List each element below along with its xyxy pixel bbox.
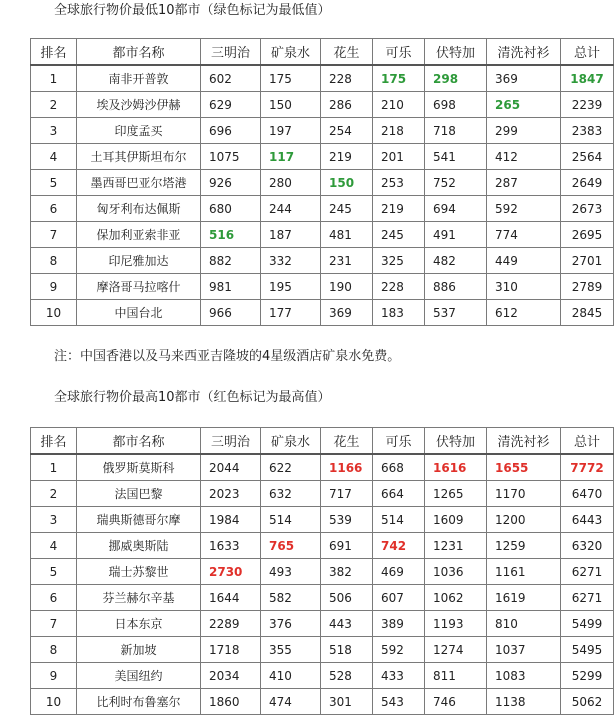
table-cell: 746 — [425, 689, 487, 715]
column-header: 伏特加 — [425, 39, 487, 66]
city-name-cell: 印度孟买 — [77, 118, 201, 144]
table-cell: 1036 — [425, 559, 487, 585]
rank-cell: 2 — [31, 92, 77, 118]
city-name-cell: 新加坡 — [77, 637, 201, 663]
city-name-cell: 法国巴黎 — [77, 481, 201, 507]
rank-cell: 7 — [31, 611, 77, 637]
rank-cell: 3 — [31, 118, 77, 144]
table-cell: 1609 — [425, 507, 487, 533]
table-cell: 175 — [261, 65, 321, 92]
table-row — [31, 637, 614, 663]
table-cell: 1847 — [561, 65, 614, 92]
city-name-cell: 芬兰赫尔辛基 — [77, 585, 201, 611]
table-cell: 2730 — [201, 559, 261, 585]
table-cell: 1200 — [487, 507, 561, 533]
column-header: 总计 — [561, 39, 614, 66]
table-cell: 691 — [321, 533, 373, 559]
city-name-cell: 埃及沙姆沙伊赫 — [77, 92, 201, 118]
table-row — [31, 144, 614, 170]
table-cell: 765 — [261, 533, 321, 559]
table-cell: 1170 — [487, 481, 561, 507]
table-cell: 981 — [201, 274, 261, 300]
table-cell: 514 — [261, 507, 321, 533]
table-cell: 117 — [261, 144, 321, 170]
table-cell: 187 — [261, 222, 321, 248]
rank-cell: 9 — [31, 274, 77, 300]
table-cell: 299 — [487, 118, 561, 144]
table-cell: 325 — [373, 248, 425, 274]
table-cell: 1161 — [487, 559, 561, 585]
table-cell: 1616 — [425, 454, 487, 481]
table-row — [31, 507, 614, 533]
table-row — [31, 454, 614, 481]
table-row — [31, 559, 614, 585]
table-cell: 2383 — [561, 118, 614, 144]
table-cell: 231 — [321, 248, 373, 274]
city-name-cell: 土耳其伊斯坦布尔 — [77, 144, 201, 170]
table-cell: 1231 — [425, 533, 487, 559]
table-cell: 811 — [425, 663, 487, 689]
city-name-cell: 美国纽约 — [77, 663, 201, 689]
city-name-cell: 南非开普敦 — [77, 65, 201, 92]
table-cell: 1644 — [201, 585, 261, 611]
table-cell: 1083 — [487, 663, 561, 689]
rank-cell: 1 — [31, 65, 77, 92]
table-cell: 886 — [425, 274, 487, 300]
table-cell: 219 — [321, 144, 373, 170]
rank-cell: 9 — [31, 663, 77, 689]
table-cell: 1860 — [201, 689, 261, 715]
table-cell: 1138 — [487, 689, 561, 715]
table-row — [31, 300, 614, 326]
table-cell: 1718 — [201, 637, 261, 663]
table-cell: 506 — [321, 585, 373, 611]
city-name-cell: 印尼雅加达 — [77, 248, 201, 274]
rank-cell: 4 — [31, 144, 77, 170]
rank-cell: 1 — [31, 454, 77, 481]
table-cell: 301 — [321, 689, 373, 715]
table-cell: 491 — [425, 222, 487, 248]
table-cell: 201 — [373, 144, 425, 170]
table-row — [31, 248, 614, 274]
table-cell: 197 — [261, 118, 321, 144]
column-header: 排名 — [31, 428, 77, 455]
rank-cell: 10 — [31, 689, 77, 715]
table-cell: 2845 — [561, 300, 614, 326]
table-cell: 245 — [373, 222, 425, 248]
table-cell: 5299 — [561, 663, 614, 689]
lowest-cost-cities-table — [30, 38, 614, 326]
table-cell: 210 — [373, 92, 425, 118]
table-cell: 528 — [321, 663, 373, 689]
table-row — [31, 92, 614, 118]
column-header: 花生 — [321, 39, 373, 66]
city-name-cell: 中国台北 — [77, 300, 201, 326]
table-cell: 449 — [487, 248, 561, 274]
table-cell: 183 — [373, 300, 425, 326]
table-cell: 5499 — [561, 611, 614, 637]
city-name-cell: 保加利亚索非亚 — [77, 222, 201, 248]
table-cell: 433 — [373, 663, 425, 689]
column-header: 可乐 — [373, 428, 425, 455]
column-header: 花生 — [321, 428, 373, 455]
city-name-cell: 俄罗斯莫斯科 — [77, 454, 201, 481]
table-cell: 541 — [425, 144, 487, 170]
table-cell: 218 — [373, 118, 425, 144]
table-cell: 228 — [321, 65, 373, 92]
table-cell: 481 — [321, 222, 373, 248]
table-cell: 1259 — [487, 533, 561, 559]
table-cell: 7772 — [561, 454, 614, 481]
rank-cell: 2 — [31, 481, 77, 507]
table-cell: 287 — [487, 170, 561, 196]
rank-cell: 3 — [31, 507, 77, 533]
table-cell: 355 — [261, 637, 321, 663]
table-cell: 195 — [261, 274, 321, 300]
table-cell: 6443 — [561, 507, 614, 533]
table-cell: 694 — [425, 196, 487, 222]
table-row — [31, 222, 614, 248]
table-cell: 2239 — [561, 92, 614, 118]
city-name-cell: 摩洛哥马拉喀什 — [77, 274, 201, 300]
table-cell: 742 — [373, 533, 425, 559]
table-cell: 369 — [487, 65, 561, 92]
rank-cell: 6 — [31, 196, 77, 222]
table1-caption: 全球旅行物价最低10都市（绿色标记为最低值） — [54, 3, 331, 18]
table-cell: 810 — [487, 611, 561, 637]
table-cell: 582 — [261, 585, 321, 611]
highest-cost-cities-table — [30, 427, 614, 715]
column-header: 可乐 — [373, 39, 425, 66]
city-name-cell: 比利时布鲁塞尔 — [77, 689, 201, 715]
table-row — [31, 689, 614, 715]
table-cell: 265 — [487, 92, 561, 118]
city-name-cell: 瑞士苏黎世 — [77, 559, 201, 585]
column-header: 三明治 — [201, 39, 261, 66]
table-cell: 2564 — [561, 144, 614, 170]
table-cell: 369 — [321, 300, 373, 326]
table-cell: 1075 — [201, 144, 261, 170]
table-cell: 382 — [321, 559, 373, 585]
table-cell: 1619 — [487, 585, 561, 611]
city-name-cell: 匈牙利布达佩斯 — [77, 196, 201, 222]
footnote: 注：中国香港以及马来西亚吉隆坡的4星级酒店矿泉水免费。 — [54, 349, 401, 364]
city-name-cell: 瑞典斯德哥尔摩 — [77, 507, 201, 533]
column-header: 清洗衬衫 — [487, 428, 561, 455]
table-cell: 469 — [373, 559, 425, 585]
table-cell: 882 — [201, 248, 261, 274]
rank-cell: 5 — [31, 170, 77, 196]
rank-cell: 4 — [31, 533, 77, 559]
table-cell: 1062 — [425, 585, 487, 611]
column-header: 总计 — [561, 428, 614, 455]
table-header-row — [31, 428, 614, 455]
table-cell: 150 — [321, 170, 373, 196]
table-cell: 332 — [261, 248, 321, 274]
table-cell: 2673 — [561, 196, 614, 222]
table-row — [31, 274, 614, 300]
table-row — [31, 170, 614, 196]
table-header-row — [31, 39, 614, 66]
table-cell: 254 — [321, 118, 373, 144]
column-header: 都市名称 — [77, 428, 201, 455]
table-cell: 245 — [321, 196, 373, 222]
table-cell: 389 — [373, 611, 425, 637]
table-cell: 629 — [201, 92, 261, 118]
table-row — [31, 611, 614, 637]
column-header: 伏特加 — [425, 428, 487, 455]
table-row — [31, 118, 614, 144]
table-cell: 696 — [201, 118, 261, 144]
table-cell: 926 — [201, 170, 261, 196]
table-cell: 310 — [487, 274, 561, 300]
table-cell: 5062 — [561, 689, 614, 715]
table-cell: 286 — [321, 92, 373, 118]
city-name-cell: 挪威奥斯陆 — [77, 533, 201, 559]
table-cell: 718 — [425, 118, 487, 144]
table-cell: 150 — [261, 92, 321, 118]
table2-caption: 全球旅行物价最高10都市（红色标记为最高值） — [54, 390, 331, 405]
table-cell: 514 — [373, 507, 425, 533]
table-cell: 680 — [201, 196, 261, 222]
table-cell: 592 — [373, 637, 425, 663]
table-cell: 280 — [261, 170, 321, 196]
table-cell: 607 — [373, 585, 425, 611]
table-cell: 1037 — [487, 637, 561, 663]
table-cell: 592 — [487, 196, 561, 222]
table-cell: 516 — [201, 222, 261, 248]
table-cell: 698 — [425, 92, 487, 118]
rank-cell: 6 — [31, 585, 77, 611]
table-cell: 177 — [261, 300, 321, 326]
column-header: 三明治 — [201, 428, 261, 455]
table-cell: 376 — [261, 611, 321, 637]
table-cell: 752 — [425, 170, 487, 196]
table-cell: 518 — [321, 637, 373, 663]
rank-cell: 10 — [31, 300, 77, 326]
city-name-cell: 墨西哥巴亚尔塔港 — [77, 170, 201, 196]
table-cell: 1193 — [425, 611, 487, 637]
table-cell: 443 — [321, 611, 373, 637]
table-cell: 717 — [321, 481, 373, 507]
table-cell: 539 — [321, 507, 373, 533]
rank-cell: 7 — [31, 222, 77, 248]
table-cell: 219 — [373, 196, 425, 222]
table-cell: 2649 — [561, 170, 614, 196]
rank-cell: 5 — [31, 559, 77, 585]
table-cell: 175 — [373, 65, 425, 92]
table-cell: 1655 — [487, 454, 561, 481]
table-cell: 6470 — [561, 481, 614, 507]
table-cell: 1265 — [425, 481, 487, 507]
city-name-cell: 日本东京 — [77, 611, 201, 637]
table-cell: 2701 — [561, 248, 614, 274]
table-cell: 474 — [261, 689, 321, 715]
table-cell: 966 — [201, 300, 261, 326]
table-cell: 6271 — [561, 559, 614, 585]
table-cell: 2695 — [561, 222, 614, 248]
table-cell: 244 — [261, 196, 321, 222]
table-cell: 190 — [321, 274, 373, 300]
column-header: 清洗衬衫 — [487, 39, 561, 66]
table-cell: 410 — [261, 663, 321, 689]
table-cell: 612 — [487, 300, 561, 326]
table-cell: 622 — [261, 454, 321, 481]
table-row — [31, 533, 614, 559]
column-header: 排名 — [31, 39, 77, 66]
table-row — [31, 65, 614, 92]
column-header: 矿泉水 — [261, 39, 321, 66]
table-cell: 2044 — [201, 454, 261, 481]
table-cell: 298 — [425, 65, 487, 92]
table-cell: 664 — [373, 481, 425, 507]
table-row — [31, 663, 614, 689]
table-cell: 632 — [261, 481, 321, 507]
table-cell: 482 — [425, 248, 487, 274]
table-cell: 2023 — [201, 481, 261, 507]
table-cell: 602 — [201, 65, 261, 92]
table-row — [31, 481, 614, 507]
table-cell: 668 — [373, 454, 425, 481]
table-cell: 2034 — [201, 663, 261, 689]
column-header: 矿泉水 — [261, 428, 321, 455]
table-cell: 2789 — [561, 274, 614, 300]
table-cell: 412 — [487, 144, 561, 170]
table-cell: 1274 — [425, 637, 487, 663]
rank-cell: 8 — [31, 637, 77, 663]
table-cell: 774 — [487, 222, 561, 248]
table-cell: 228 — [373, 274, 425, 300]
table-cell: 2289 — [201, 611, 261, 637]
table-cell: 493 — [261, 559, 321, 585]
table-cell: 1633 — [201, 533, 261, 559]
table-cell: 6271 — [561, 585, 614, 611]
table-row — [31, 585, 614, 611]
table-cell: 1984 — [201, 507, 261, 533]
table-cell: 537 — [425, 300, 487, 326]
table-cell: 253 — [373, 170, 425, 196]
table-cell: 6320 — [561, 533, 614, 559]
table-cell: 5495 — [561, 637, 614, 663]
table-cell: 1166 — [321, 454, 373, 481]
column-header: 都市名称 — [77, 39, 201, 66]
table-cell: 543 — [373, 689, 425, 715]
rank-cell: 8 — [31, 248, 77, 274]
table-row — [31, 196, 614, 222]
